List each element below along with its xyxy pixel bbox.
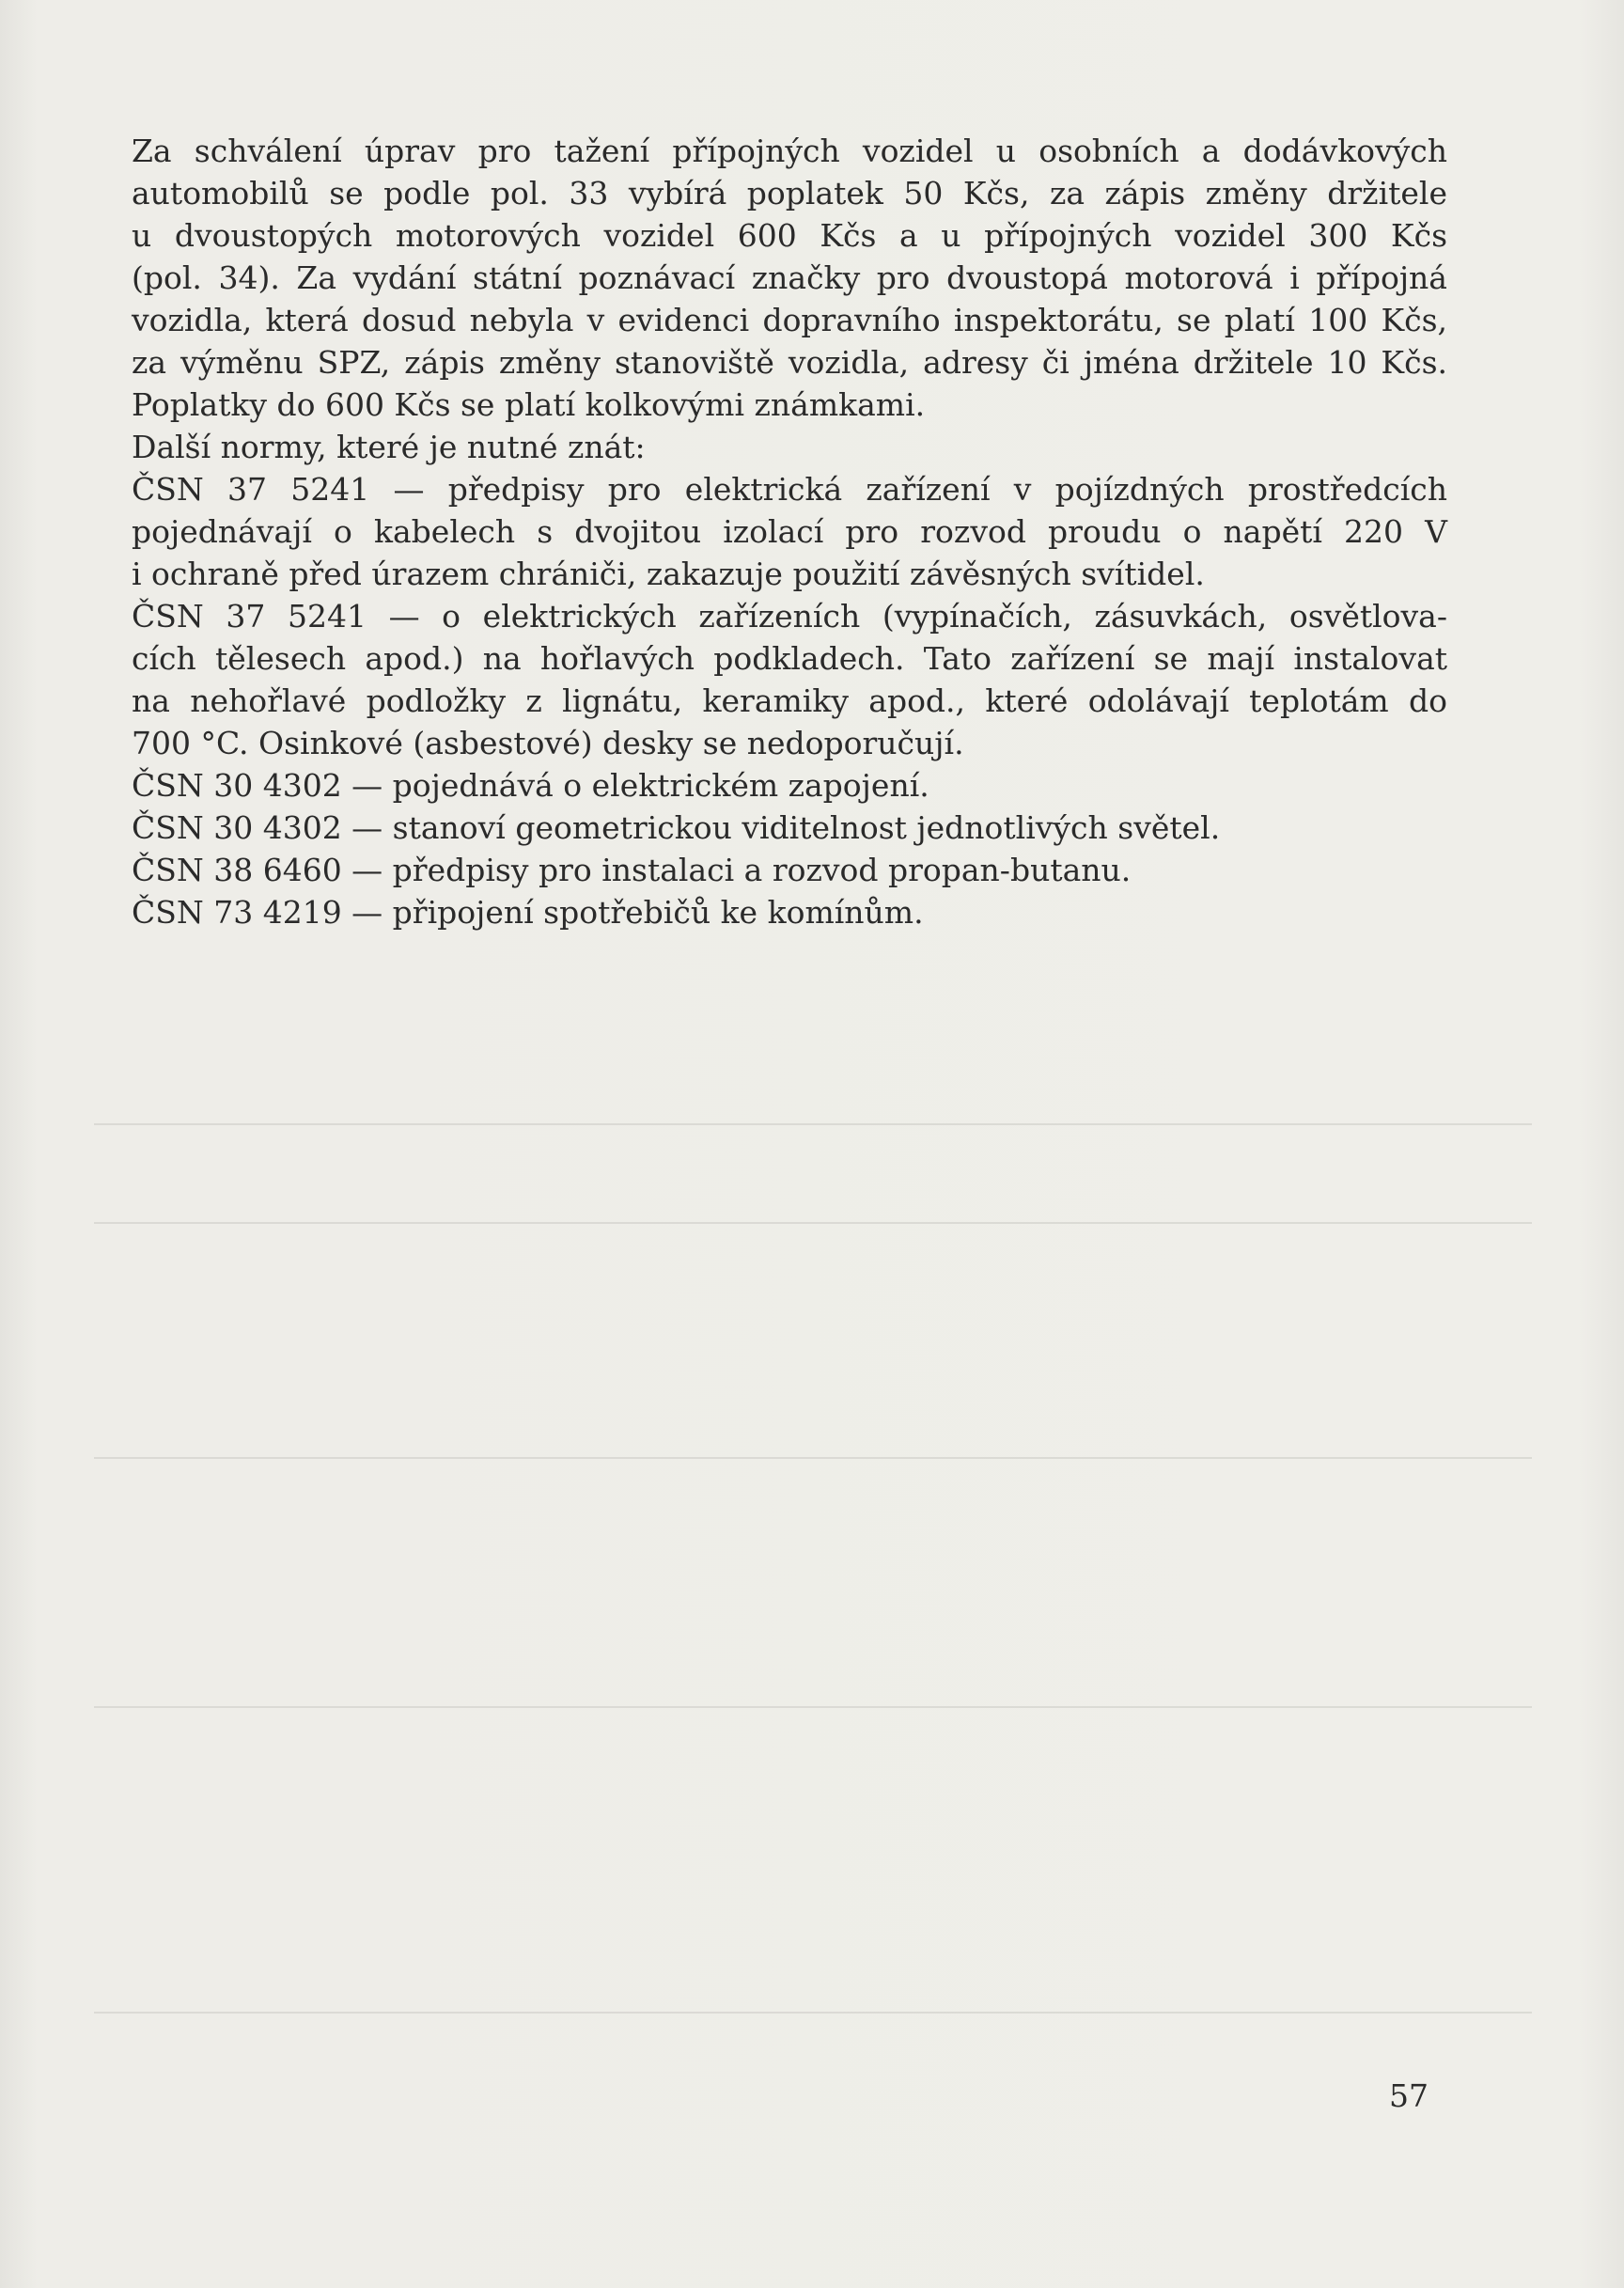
bleed-through-rule bbox=[94, 1222, 1532, 1224]
bleed-through-rule bbox=[94, 1457, 1532, 1459]
norm-entry bbox=[132, 595, 1447, 764]
text-line: (pol. 34). Za vydání státní poznávací značky pro dvoustopá motorová i přípojná bbox=[132, 259, 1447, 296]
text-line: 700 °C. Osinkové (asbestové) desky se nedoporučují. bbox=[132, 725, 964, 761]
bleed-through-rule bbox=[94, 1123, 1532, 1125]
bleed-through-rule bbox=[94, 2012, 1532, 2014]
norm-entry bbox=[132, 849, 1447, 891]
norms-intro: Další normy, které je nutné znát: bbox=[132, 429, 646, 465]
text-line: ČSN 73 4219 — připojení spotřebičů ke komínům. bbox=[132, 894, 924, 931]
text-line: Za schválení úprav pro tažení přípojných vozidel u osobních a dodávkových bbox=[132, 133, 1447, 169]
text-line: ČSN 30 4302 — stanoví geometrickou viditelnost jednotlivých světel. bbox=[132, 809, 1221, 846]
body-text bbox=[132, 130, 1447, 933]
text-line: pojednávají o kabelech s dvojitou izolací pro rozvod proudu o napětí 220 V bbox=[132, 513, 1447, 550]
text-line: za výměnu SPZ, zápis změny stanoviště vozidla, adresy či jména držitele 10 Kčs. bbox=[132, 344, 1447, 381]
text-line: i ochraně před úrazem chrániči, zakazuje použití závěsných svítidel. bbox=[132, 556, 1205, 592]
text-line: ČSN 37 5241 — předpisy pro elektrická zařízení v pojízdných prostředcích bbox=[132, 471, 1447, 508]
text-line: ČSN 38 6460 — předpisy pro instalaci a rozvod propan-butanu. bbox=[132, 852, 1132, 888]
text-line: u dvoustopých motorových vozidel 600 Kčs a u přípojných vozidel 300 Kčs bbox=[132, 217, 1447, 254]
text-line: vozidla, která dosud nebyla v evidenci dopravního inspektorátu, se platí 100 Kčs, bbox=[132, 302, 1447, 338]
text-line: cích tělesech apod.) na hořlavých podkladech. Tato zařízení se mají instalovat bbox=[132, 640, 1447, 677]
text-line: ČSN 30 4302 — pojednává o elektrickém zapojení. bbox=[132, 767, 929, 804]
paragraph-fees bbox=[132, 130, 1447, 426]
norm-entry bbox=[132, 891, 1447, 933]
norm-entry bbox=[132, 807, 1447, 849]
text-line: ČSN 37 5241 — o elektrických zařízeních (vypínačích, zásuvkách, osvětlova- bbox=[132, 598, 1447, 635]
norm-entry bbox=[132, 468, 1447, 595]
text-line: na nehořlavé podložky z lignátu, keramiky apod., které odolávají teplotám do bbox=[132, 682, 1447, 719]
text-line: Poplatky do 600 Kčs se platí kolkovými známkami. bbox=[132, 386, 926, 423]
text-line: automobilů se podle pol. 33 vybírá poplatek 50 Kčs, za zápis změny držitele bbox=[132, 175, 1447, 212]
bleed-through-rule bbox=[94, 1706, 1532, 1708]
page-number: 57 bbox=[1389, 2077, 1429, 2114]
norm-entry bbox=[132, 764, 1447, 807]
